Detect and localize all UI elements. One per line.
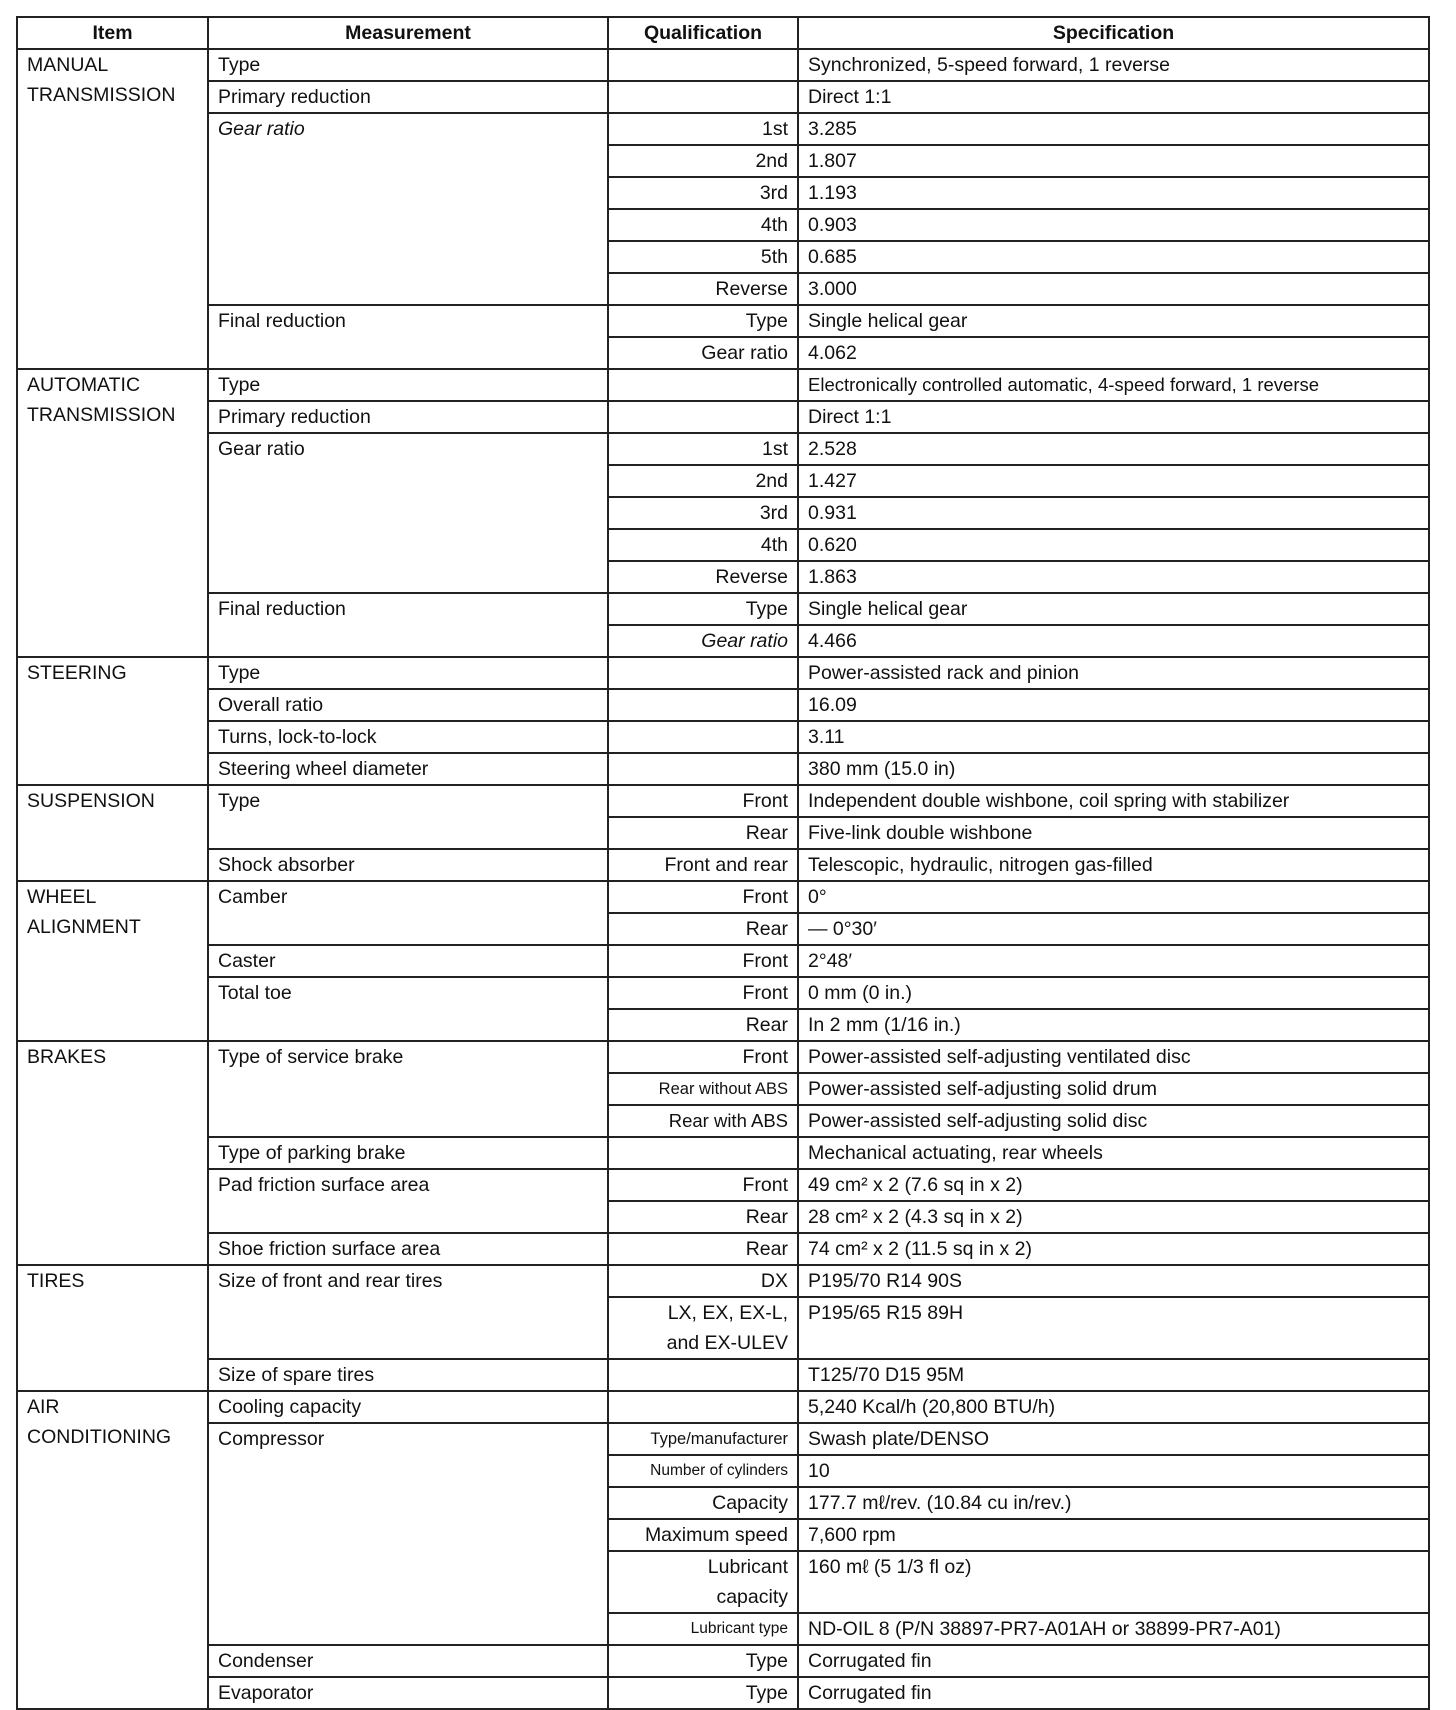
- specification-cell: 0°: [798, 881, 1429, 913]
- qualification-cell: Front: [608, 1169, 798, 1201]
- qualification-cell: [608, 1551, 798, 1613]
- item-steering: STEERING: [17, 657, 208, 785]
- qualification-cell: Type: [608, 1645, 798, 1677]
- qualification-cell: Type: [608, 593, 798, 625]
- qualification-line: and EX-ULEV: [666, 1332, 788, 1354]
- qualification-cell: Rear with ABS: [608, 1105, 798, 1137]
- qualification-cell: Rear: [608, 817, 798, 849]
- specification-cell: 7,600 rpm: [798, 1519, 1429, 1551]
- qualification-cell: Gear ratio: [608, 625, 798, 657]
- measurement-cell: Size of spare tires: [208, 1359, 608, 1391]
- qualification-cell: [608, 721, 798, 753]
- specification-cell: 3.000: [798, 273, 1429, 305]
- table-row: [17, 1359, 1429, 1391]
- qualification-cell: Front and rear: [608, 849, 798, 881]
- qualification-cell: Front: [608, 881, 798, 913]
- specification-cell: P195/70 R14 90S: [798, 1265, 1429, 1297]
- specification-cell: Corrugated fin: [798, 1677, 1429, 1709]
- qualification-cell: Capacity: [608, 1487, 798, 1519]
- measurement-cell: Condenser: [208, 1645, 608, 1677]
- qualification-cell: 3rd: [608, 177, 798, 209]
- specification-cell: 1.863: [798, 561, 1429, 593]
- measurement-cell: Compressor: [208, 1423, 608, 1645]
- qualification-cell: 2nd: [608, 145, 798, 177]
- specifications-table: [16, 16, 1430, 1710]
- measurement-cell: Type of parking brake: [208, 1137, 608, 1169]
- specification-cell: Mechanical actuating, rear wheels: [798, 1137, 1429, 1169]
- table-row: [17, 721, 1429, 753]
- measurement-cell: Final reduction: [208, 305, 608, 369]
- item-brakes: BRAKES: [17, 1041, 208, 1265]
- qualification-cell: [608, 1359, 798, 1391]
- specification-cell: Power-assisted rack and pinion: [798, 657, 1429, 689]
- qualification-cell: Reverse: [608, 561, 798, 593]
- specification-cell: 160 mℓ (5 1/3 fl oz): [798, 1551, 1429, 1613]
- specification-cell: 380 mm (15.0 in): [798, 753, 1429, 785]
- table-row: [17, 753, 1429, 785]
- qualification-cell: [608, 1391, 798, 1423]
- qualification-cell: Lubricant type: [608, 1613, 798, 1645]
- table-row: [17, 1265, 1429, 1297]
- item-line: CONDITIONING: [27, 1426, 172, 1448]
- specification-cell: 1.193: [798, 177, 1429, 209]
- item-line: TRANSMISSION: [27, 84, 176, 106]
- measurement-cell: Pad friction surface area: [208, 1169, 608, 1233]
- table-row: [17, 689, 1429, 721]
- table-row: [17, 81, 1429, 113]
- table-row: [17, 49, 1429, 81]
- qualification-cell: Rear: [608, 913, 798, 945]
- measurement-cell: Primary reduction: [208, 401, 608, 433]
- measurement-cell: Size of front and rear tires: [208, 1265, 608, 1359]
- specification-cell: T125/70 D15 95M: [798, 1359, 1429, 1391]
- measurement-cell: Turns, lock-to-lock: [208, 721, 608, 753]
- table-row: [17, 593, 1429, 625]
- header-qualification: Qualification: [608, 17, 798, 49]
- table-row: [17, 305, 1429, 337]
- qualification-cell: 4th: [608, 209, 798, 241]
- table-row: [17, 113, 1429, 145]
- specification-cell: Corrugated fin: [798, 1645, 1429, 1677]
- item-manual-transmission: [17, 49, 208, 369]
- table-row: [17, 369, 1429, 401]
- specification-cell: Power-assisted self-adjusting ventilated disc: [798, 1041, 1429, 1073]
- table-row: [17, 881, 1429, 913]
- measurement-cell: Steering wheel diameter: [208, 753, 608, 785]
- table-row: [17, 1677, 1429, 1709]
- table-row: [17, 1423, 1429, 1455]
- table-row: [17, 1137, 1429, 1169]
- item-line: MANUAL: [27, 54, 109, 76]
- qualification-cell: Front: [608, 785, 798, 817]
- table-row: [17, 1041, 1429, 1073]
- qualification-cell: [608, 1137, 798, 1169]
- qualification-cell: [608, 1297, 798, 1359]
- qualification-line: Lubricant: [707, 1556, 788, 1578]
- table-row: [17, 977, 1429, 1009]
- qualification-cell: Rear: [608, 1201, 798, 1233]
- specification-cell: 1.427: [798, 465, 1429, 497]
- item-wheel-alignment: [17, 881, 208, 1041]
- specification-cell: Direct 1:1: [798, 401, 1429, 433]
- item-line: ALIGNMENT: [27, 916, 141, 938]
- specification-cell: Single helical gear: [798, 305, 1429, 337]
- measurement-cell: Caster: [208, 945, 608, 977]
- specification-cell: 10: [798, 1455, 1429, 1487]
- table-row: [17, 1391, 1429, 1423]
- specification-cell: 74 cm² x 2 (11.5 sq in x 2): [798, 1233, 1429, 1265]
- item-automatic-transmission: [17, 369, 208, 657]
- qualification-cell: [608, 753, 798, 785]
- table-row: [17, 401, 1429, 433]
- specification-cell: 16.09: [798, 689, 1429, 721]
- item-air-conditioning: [17, 1391, 208, 1709]
- qualification-cell: Rear: [608, 1009, 798, 1041]
- qualification-cell: [608, 657, 798, 689]
- measurement-cell: Overall ratio: [208, 689, 608, 721]
- qualification-cell: [608, 369, 798, 401]
- qualification-cell: Front: [608, 945, 798, 977]
- table-row: [17, 785, 1429, 817]
- qualification-cell: Front: [608, 977, 798, 1009]
- specification-cell: Five-link double wishbone: [798, 817, 1429, 849]
- specification-cell: Synchronized, 5-speed forward, 1 reverse: [798, 49, 1429, 81]
- specification-cell: 4.466: [798, 625, 1429, 657]
- specification-cell: 3.285: [798, 113, 1429, 145]
- table-row: [17, 945, 1429, 977]
- table-row: [17, 433, 1429, 465]
- item-line: WHEEL: [27, 886, 97, 908]
- item-line: AIR: [27, 1396, 60, 1418]
- measurement-cell: Evaporator: [208, 1677, 608, 1709]
- qualification-cell: 1st: [608, 113, 798, 145]
- specification-cell: Power-assisted self-adjusting solid disc: [798, 1105, 1429, 1137]
- table-row: [17, 1645, 1429, 1677]
- specification-cell: 0.685: [798, 241, 1429, 273]
- header-item: Item: [17, 17, 208, 49]
- qualification-cell: 4th: [608, 529, 798, 561]
- qualification-cell: 1st: [608, 433, 798, 465]
- specification-cell: 0 mm (0 in.): [798, 977, 1429, 1009]
- qualification-cell: [608, 49, 798, 81]
- specification-cell: 0.931: [798, 497, 1429, 529]
- specification-cell: 5,240 Kcal/h (20,800 BTU/h): [798, 1391, 1429, 1423]
- measurement-cell: Gear ratio: [208, 113, 608, 305]
- qualification-cell: Type: [608, 1677, 798, 1709]
- measurement-cell: Type: [208, 49, 608, 81]
- qualification-cell: 2nd: [608, 465, 798, 497]
- qualification-cell: 5th: [608, 241, 798, 273]
- measurement-cell: Shock absorber: [208, 849, 608, 881]
- table-row: [17, 1169, 1429, 1201]
- specification-cell: In 2 mm (1/16 in.): [798, 1009, 1429, 1041]
- qualification-cell: Reverse: [608, 273, 798, 305]
- specification-cell: 3.11: [798, 721, 1429, 753]
- specification-cell: Electronically controlled automatic, 4-speed forward, 1 reverse: [798, 369, 1429, 401]
- specification-cell: 2°48′: [798, 945, 1429, 977]
- measurement-cell: Gear ratio: [208, 433, 608, 593]
- qualification-cell: Type: [608, 305, 798, 337]
- specification-cell: 0.620: [798, 529, 1429, 561]
- qualification-cell: [608, 401, 798, 433]
- header-row: [17, 17, 1429, 49]
- measurement-cell: Type: [208, 657, 608, 689]
- specification-cell: 4.062: [798, 337, 1429, 369]
- specification-cell: Direct 1:1: [798, 81, 1429, 113]
- qualification-line: capacity: [716, 1586, 788, 1608]
- specification-cell: Swash plate/DENSO: [798, 1423, 1429, 1455]
- specification-cell: 49 cm² x 2 (7.6 sq in x 2): [798, 1169, 1429, 1201]
- specification-cell: — 0°30′: [798, 913, 1429, 945]
- specification-cell: 2.528: [798, 433, 1429, 465]
- measurement-cell: Shoe friction surface area: [208, 1233, 608, 1265]
- measurement-cell: Type of service brake: [208, 1041, 608, 1137]
- measurement-cell: Primary reduction: [208, 81, 608, 113]
- item-suspension: SUSPENSION: [17, 785, 208, 881]
- qualification-cell: [608, 81, 798, 113]
- table-row: [17, 849, 1429, 881]
- item-line: TRANSMISSION: [27, 404, 176, 426]
- measurement-cell: Type: [208, 785, 608, 849]
- specification-cell: 0.903: [798, 209, 1429, 241]
- item-line: AUTOMATIC: [27, 374, 141, 396]
- header-measurement: Measurement: [208, 17, 608, 49]
- qualification-cell: Rear without ABS: [608, 1073, 798, 1105]
- measurement-cell: Cooling capacity: [208, 1391, 608, 1423]
- qualification-cell: 3rd: [608, 497, 798, 529]
- specification-cell: Power-assisted self-adjusting solid drum: [798, 1073, 1429, 1105]
- qualification-cell: Front: [608, 1041, 798, 1073]
- specification-cell: 28 cm² x 2 (4.3 sq in x 2): [798, 1201, 1429, 1233]
- qualification-cell: Type/manufacturer: [608, 1423, 798, 1455]
- specification-cell: 177.7 mℓ/rev. (10.84 cu in/rev.): [798, 1487, 1429, 1519]
- qualification-cell: Rear: [608, 1233, 798, 1265]
- header-specification: Specification: [798, 17, 1429, 49]
- measurement-cell: Final reduction: [208, 593, 608, 657]
- specification-cell: Independent double wishbone, coil spring with stabilizer: [798, 785, 1429, 817]
- specification-cell: Telescopic, hydraulic, nitrogen gas-filled: [798, 849, 1429, 881]
- table-row: [17, 657, 1429, 689]
- qualification-cell: Maximum speed: [608, 1519, 798, 1551]
- specification-cell: P195/65 R15 89H: [798, 1297, 1429, 1359]
- qualification-cell: [608, 689, 798, 721]
- item-tires: TIRES: [17, 1265, 208, 1391]
- specification-cell: 1.807: [798, 145, 1429, 177]
- qualification-line: LX, EX, EX-L,: [667, 1302, 788, 1324]
- table-row: [17, 1233, 1429, 1265]
- qualification-cell: DX: [608, 1265, 798, 1297]
- qualification-cell: Number of cylinders: [608, 1455, 798, 1487]
- measurement-cell: Camber: [208, 881, 608, 945]
- measurement-cell: Total toe: [208, 977, 608, 1041]
- qualification-cell: Gear ratio: [608, 337, 798, 369]
- specification-cell: ND-OIL 8 (P/N 38897-PR7-A01AH or 38899-PR7-A01): [798, 1613, 1429, 1645]
- measurement-cell: Type: [208, 369, 608, 401]
- specification-cell: Single helical gear: [798, 593, 1429, 625]
